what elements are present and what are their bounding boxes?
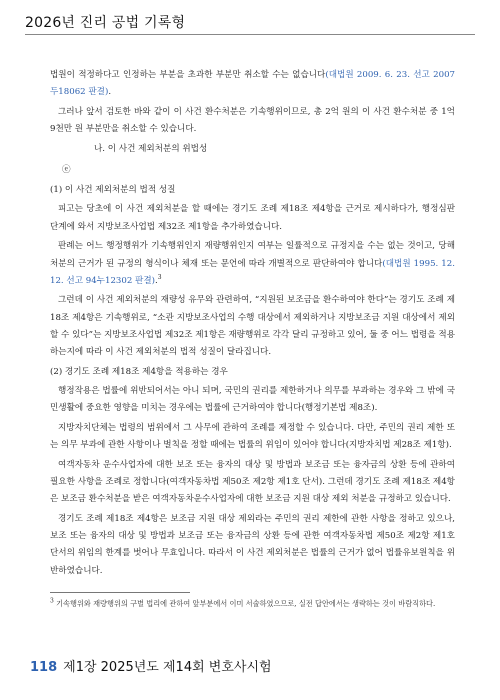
footnote bbox=[50, 597, 455, 611]
circle-marker: ⓔ bbox=[62, 164, 71, 175]
footnote-ref[interactable]: 3 bbox=[157, 273, 162, 281]
paragraph-end: . bbox=[108, 87, 112, 98]
paragraph: 경기도 조례 제18조 제4항은 보조금 지원 대상 제외라는 주민의 권리 제한에 관한 사항을 정하고 있으나, 보조 또는 융자의 대상 및 방법과 보조금 또는 융자금의 상환 등에 관한 여객자동차법 제50조 제2항 제1호 단서의 위임의 한계를 벗어나 무효입니다. 따라서 이 사건 제외처분은 법률의 근거가 없어 법률유보원칙을 위반하였습니다. bbox=[50, 513, 455, 576]
footnote-text: 기속행위와 재량행위의 구별 법리에 관하여 앞부분에서 이미 서술하였으므로, 실전 답안에서는 생략하는 것이 바람직하다. bbox=[53, 599, 436, 608]
paragraph-text: 법원이 적정하다고 인정하는 부분을 초과한 부분만 취소할 수는 없습니다 bbox=[50, 70, 326, 80]
footnote-divider bbox=[50, 592, 190, 593]
paragraph: 행정작용은 법률에 위반되어서는 아니 되며, 국민의 권리를 제한하거나 의무를 부과하는 경우와 그 밖에 국민생활에 중요한 영향을 미치는 경우에는 법률에 근거하여야 합니다(행정기본법 제8조). bbox=[50, 386, 455, 414]
footnote-mark: 3 bbox=[50, 597, 54, 605]
page-number: 118 bbox=[30, 660, 58, 675]
main-content bbox=[50, 67, 455, 582]
paragraph-end: . bbox=[155, 275, 158, 286]
paragraph: 지방자치단체는 법령의 범위에서 그 사무에 관하여 조례를 제정할 수 있습니다. 다만, 주민의 권리 제한 또는 의무 부과에 관한 사항이나 벌칙을 정할 때에는 법률의 위임이 있어야 합니다(지방자치법 제28조 제1항). bbox=[50, 422, 455, 451]
paragraph bbox=[50, 238, 455, 290]
page-header-title: 2026년 진리 공법 기록형 bbox=[25, 15, 186, 31]
subsection-heading: (2) 경기도 조례 제18조 제4항을 적용하는 경우 bbox=[50, 366, 228, 377]
case-citation: (대법원 2009. 6. 23. 선고 2007두18062 판결) bbox=[50, 70, 455, 98]
paragraph: 피고는 당초에 이 사건 제외처분을 할 때에는 경기도 조례 제18조 제4항을 근거로 제시하다가, 행정심판 단계에 와서 지방보조사업법 제32조 제1항을 추가하였습니다. bbox=[50, 204, 455, 232]
paragraph bbox=[50, 67, 455, 102]
paragraph: 그런데 이 사건 제외처분의 재량성 유무와 관련하여, “지원된 보조금을 환수하여야 한다”는 경기도 조례 제18조 제4항은 기속행위로, “소관 지방보조사업의 수행 대상에서 제외하거나 지방보조금 지원 대상에서 제외할 수 있다”는 지방보조사업법 제32조 제1항은 재량행위로 각각 달리 규정하고 있어, 둘 중 어느 법령을 적용하는지에 따라 이 사건 제외처분의 법적 성질이 달라집니다. bbox=[50, 295, 455, 358]
page-footer bbox=[30, 656, 272, 675]
paragraph: 여객자동차 운수사업자에 대한 보조 또는 융자의 대상 및 방법과 보조금 또는 융자금의 상환 등에 관하여 필요한 사항을 조례로 정합니다(여객자동차법 제50조 제2항 제1호 단서). 그런데 경기도 조례 제18조 제4항은 보조금 환수처분을 받은 여객자동차운수사업자에 대한 보조금 지원 대상 제외 처분을 규정하고 있습니다. bbox=[50, 459, 455, 505]
chapter-title: 제1장 2025년도 제14회 변호사시험 bbox=[63, 660, 272, 675]
section-heading: 나. 이 사건 제외처분의 위법성 bbox=[94, 144, 208, 155]
header-divider bbox=[25, 34, 475, 35]
paragraph-text: 판례는 어느 행정행위가 기속행위인지 재량행위인지 여부는 일률적으로 규정지을 수는 없는 것이고, 당해 처분의 근거가 된 규정의 형식이나 체재 또는 문언에 따라 개별적으로 판단하여야 합니다 bbox=[50, 241, 455, 269]
case-citation: (대법원 1995. 12. 12. 선고 94누12302 판결) bbox=[50, 258, 455, 286]
subsection-heading: (1) 이 사건 제외처분의 법적 성질 bbox=[50, 184, 176, 195]
paragraph: 그러나 앞서 검토한 바와 같이 이 사건 환수처분은 기속행위이므로, 총 2억 원의 이 사건 환수처분 중 1억 9천만 원 부분만을 취소할 수 있습니다. bbox=[50, 106, 455, 135]
